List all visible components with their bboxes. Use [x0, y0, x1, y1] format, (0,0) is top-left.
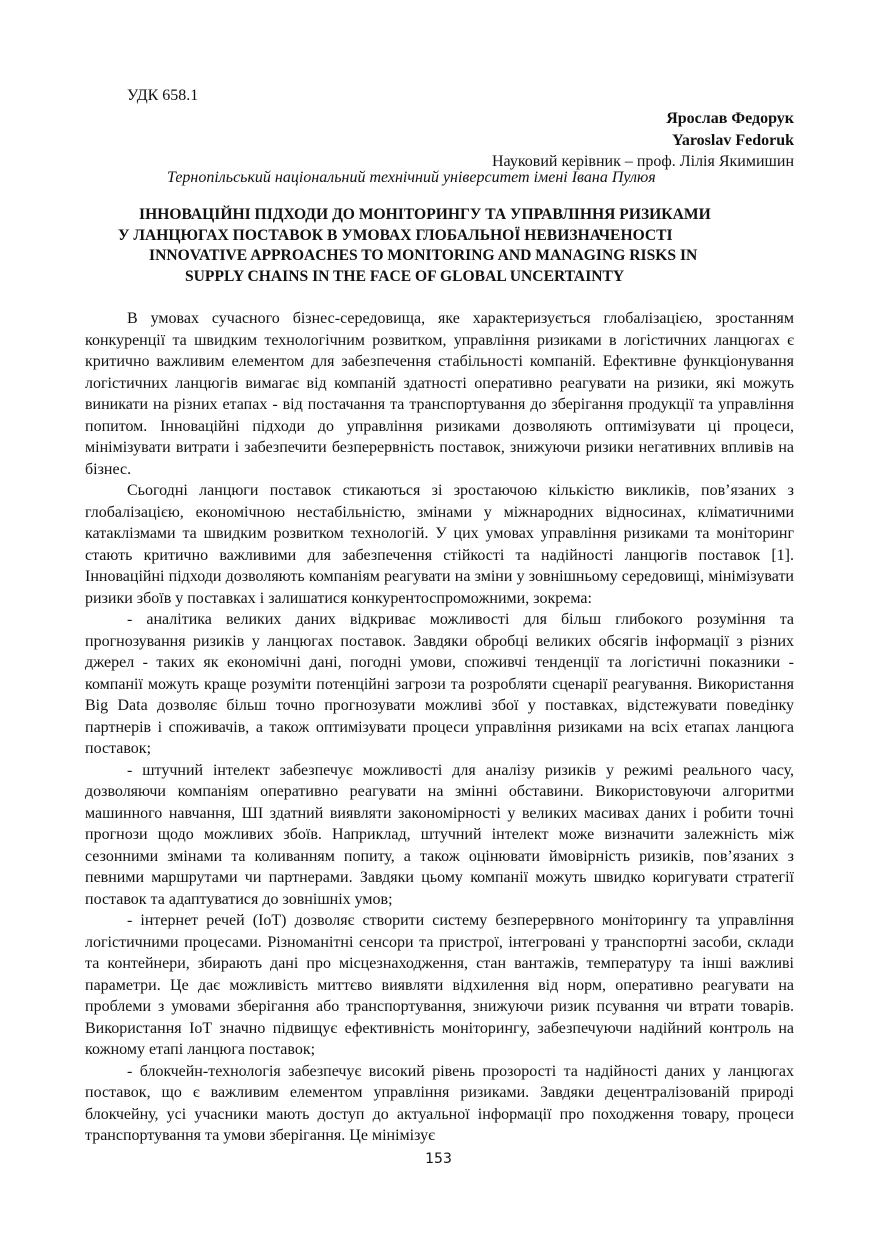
- scientific-advisor: Науковий керівник – проф. Лілія Якимишин: [491, 153, 794, 170]
- title-ua-line-2: У ЛАНЦЮГАХ ПОСТАВОК В УМОВАХ ГЛОБАЛЬНОЇ НЕВИЗНАЧЕНОСТІ: [118, 226, 673, 244]
- author-name-ua: Ярослав Федорук: [666, 110, 794, 127]
- body-text: [85, 308, 794, 1147]
- body-paragraph: - штучний інтелект забезпечує можливості для аналізу ризиків у режимі реального часу, дозволяючи компаніям оперативно реагувати на змінні обставини. Використовуючи алгоритми машинного навчання, ШІ здатний виявляти закономірності у великих масивах даних і робити точні прогнози щодо можливих збоїв. Наприклад, штучний інтелект може визначити залежність між сезонними змінами та коливанням попиту, а також оцінювати ймовірність ризиків, пов’язаних з певними маршрутами чи партнерами. Завдяки цьому компанії можуть швидко коригувати стратегії поставок та адаптуватися до зовнішніх умов;: [85, 761, 794, 908]
- body-paragraph: В умовах сучасного бізнес-середовища, яке характеризується глобалізацією, зростанням конкуренції та швидким технологічним розвитком, управління ризиками в логістичних ланцюгах є критично важливим елементом для забезпечення стабільності компаній. Ефективне функціонування логістичних ланцюгів вимагає від компаній здатності оперативно реагувати на ризики, які можуть виникати на різних етапах - від постачання та транспортування до зберігання продукції та управління попитом. Інноваційні підходи до управління ризиками дозволяють оптимізувати ці процеси, мінімізувати витрати і забезпечити безперервність поставок, знижуючи ризики негативних впливів на бізнес.: [85, 310, 794, 478]
- body-paragraph: - блокчейн-технологія забезпечує високий рівень прозорості та надійності даних у ланцюгах поставок, що є важливим елементом управління ризиками. Завдяки децентралізованій природі блокчейну, усі учасники мають доступ до актуальної інформації про походження товару, процеси транспортування та умови зберігання. Це мінімізує: [85, 1062, 794, 1144]
- body-paragraph: Сьогодні ланцюги поставок стикаються зі зростаючою кількістю викликів, пов’язаних з глобалізацією, економічною нестабільністю, змінами у міжнародних відносинах, кліматичними катаклізмами та швидким розвитком технологій. У цих умовах управління ризиками та моніторинг стають критично важливими для забезпечення стійкості та надійності ланцюгів поставок [1]. Інноваційні підходи дозволяють компаніям реагувати на зміни у зовнішньому середовищі, мінімізувати ризики збоїв у поставках і залишатися конкурентоспроможними, зокрема:: [85, 482, 794, 607]
- body-paragraph: - інтернет речей (IoT) дозволяє створити систему безперервного моніторингу та управління логістичними процесами. Різноманітні сенсори та пристрої, інтегровані у транспортні засоби, склади та контейнери, збирають дані про місцезнаходження, стан вантажів, температуру та інші важливі параметри. Це дає можливість миттєво виявляти відхилення від норм, оперативно реагувати на проблеми з умовами зберігання або транспортування, знижуючи ризик псування чи втрати товарів. Використання IoT значно підвищує ефективність моніторингу, забезпечуючи надійний контроль на кожному етапі ланцюга поставок;: [85, 912, 794, 1058]
- udc-code: УДК 658.1: [127, 87, 199, 104]
- affiliation: Тернопільський національний технічний університет імені Івана Пулюя: [167, 169, 656, 186]
- title-en-line-1: INNOVATIVE APPROACHES TO MONITORING AND MANAGING RISKS IN: [149, 247, 698, 265]
- author-block: [492, 108, 794, 173]
- paper-title: [0, 205, 877, 287]
- body-paragraph: - аналітика великих даних відкриває можливості для більш глибокого розуміння та прогнозування ризиків у ланцюгах поставок. Завдяки обробці великих обсягів інформації з різних джерел - таких як економічні дані, погодні умови, споживчі тенденції та логістичні показники - компанії можуть краще розуміти потенційні загрози та розробляти сценарії реагування. Використання Big Data дозволяє більш точно прогнозувати можливі збої у поставках, відстежувати поведінку партнерів і споживачів, а також оптимізувати процеси управління ризиками на всіх етапах ланцюга поставок;: [85, 611, 794, 757]
- title-ua-line-1: ІННОВАЦІЙНІ ПІДХОДИ ДО МОНІТОРИНГУ ТА УПРАВЛІННЯ РИЗИКАМИ: [139, 206, 711, 223]
- page-number: 153: [425, 1151, 452, 1167]
- author-name-en: Yaroslav Fedoruk: [672, 131, 794, 149]
- title-en-line-2: SUPPLY CHAINS IN THE FACE OF GLOBAL UNCERTAINTY: [185, 267, 625, 285]
